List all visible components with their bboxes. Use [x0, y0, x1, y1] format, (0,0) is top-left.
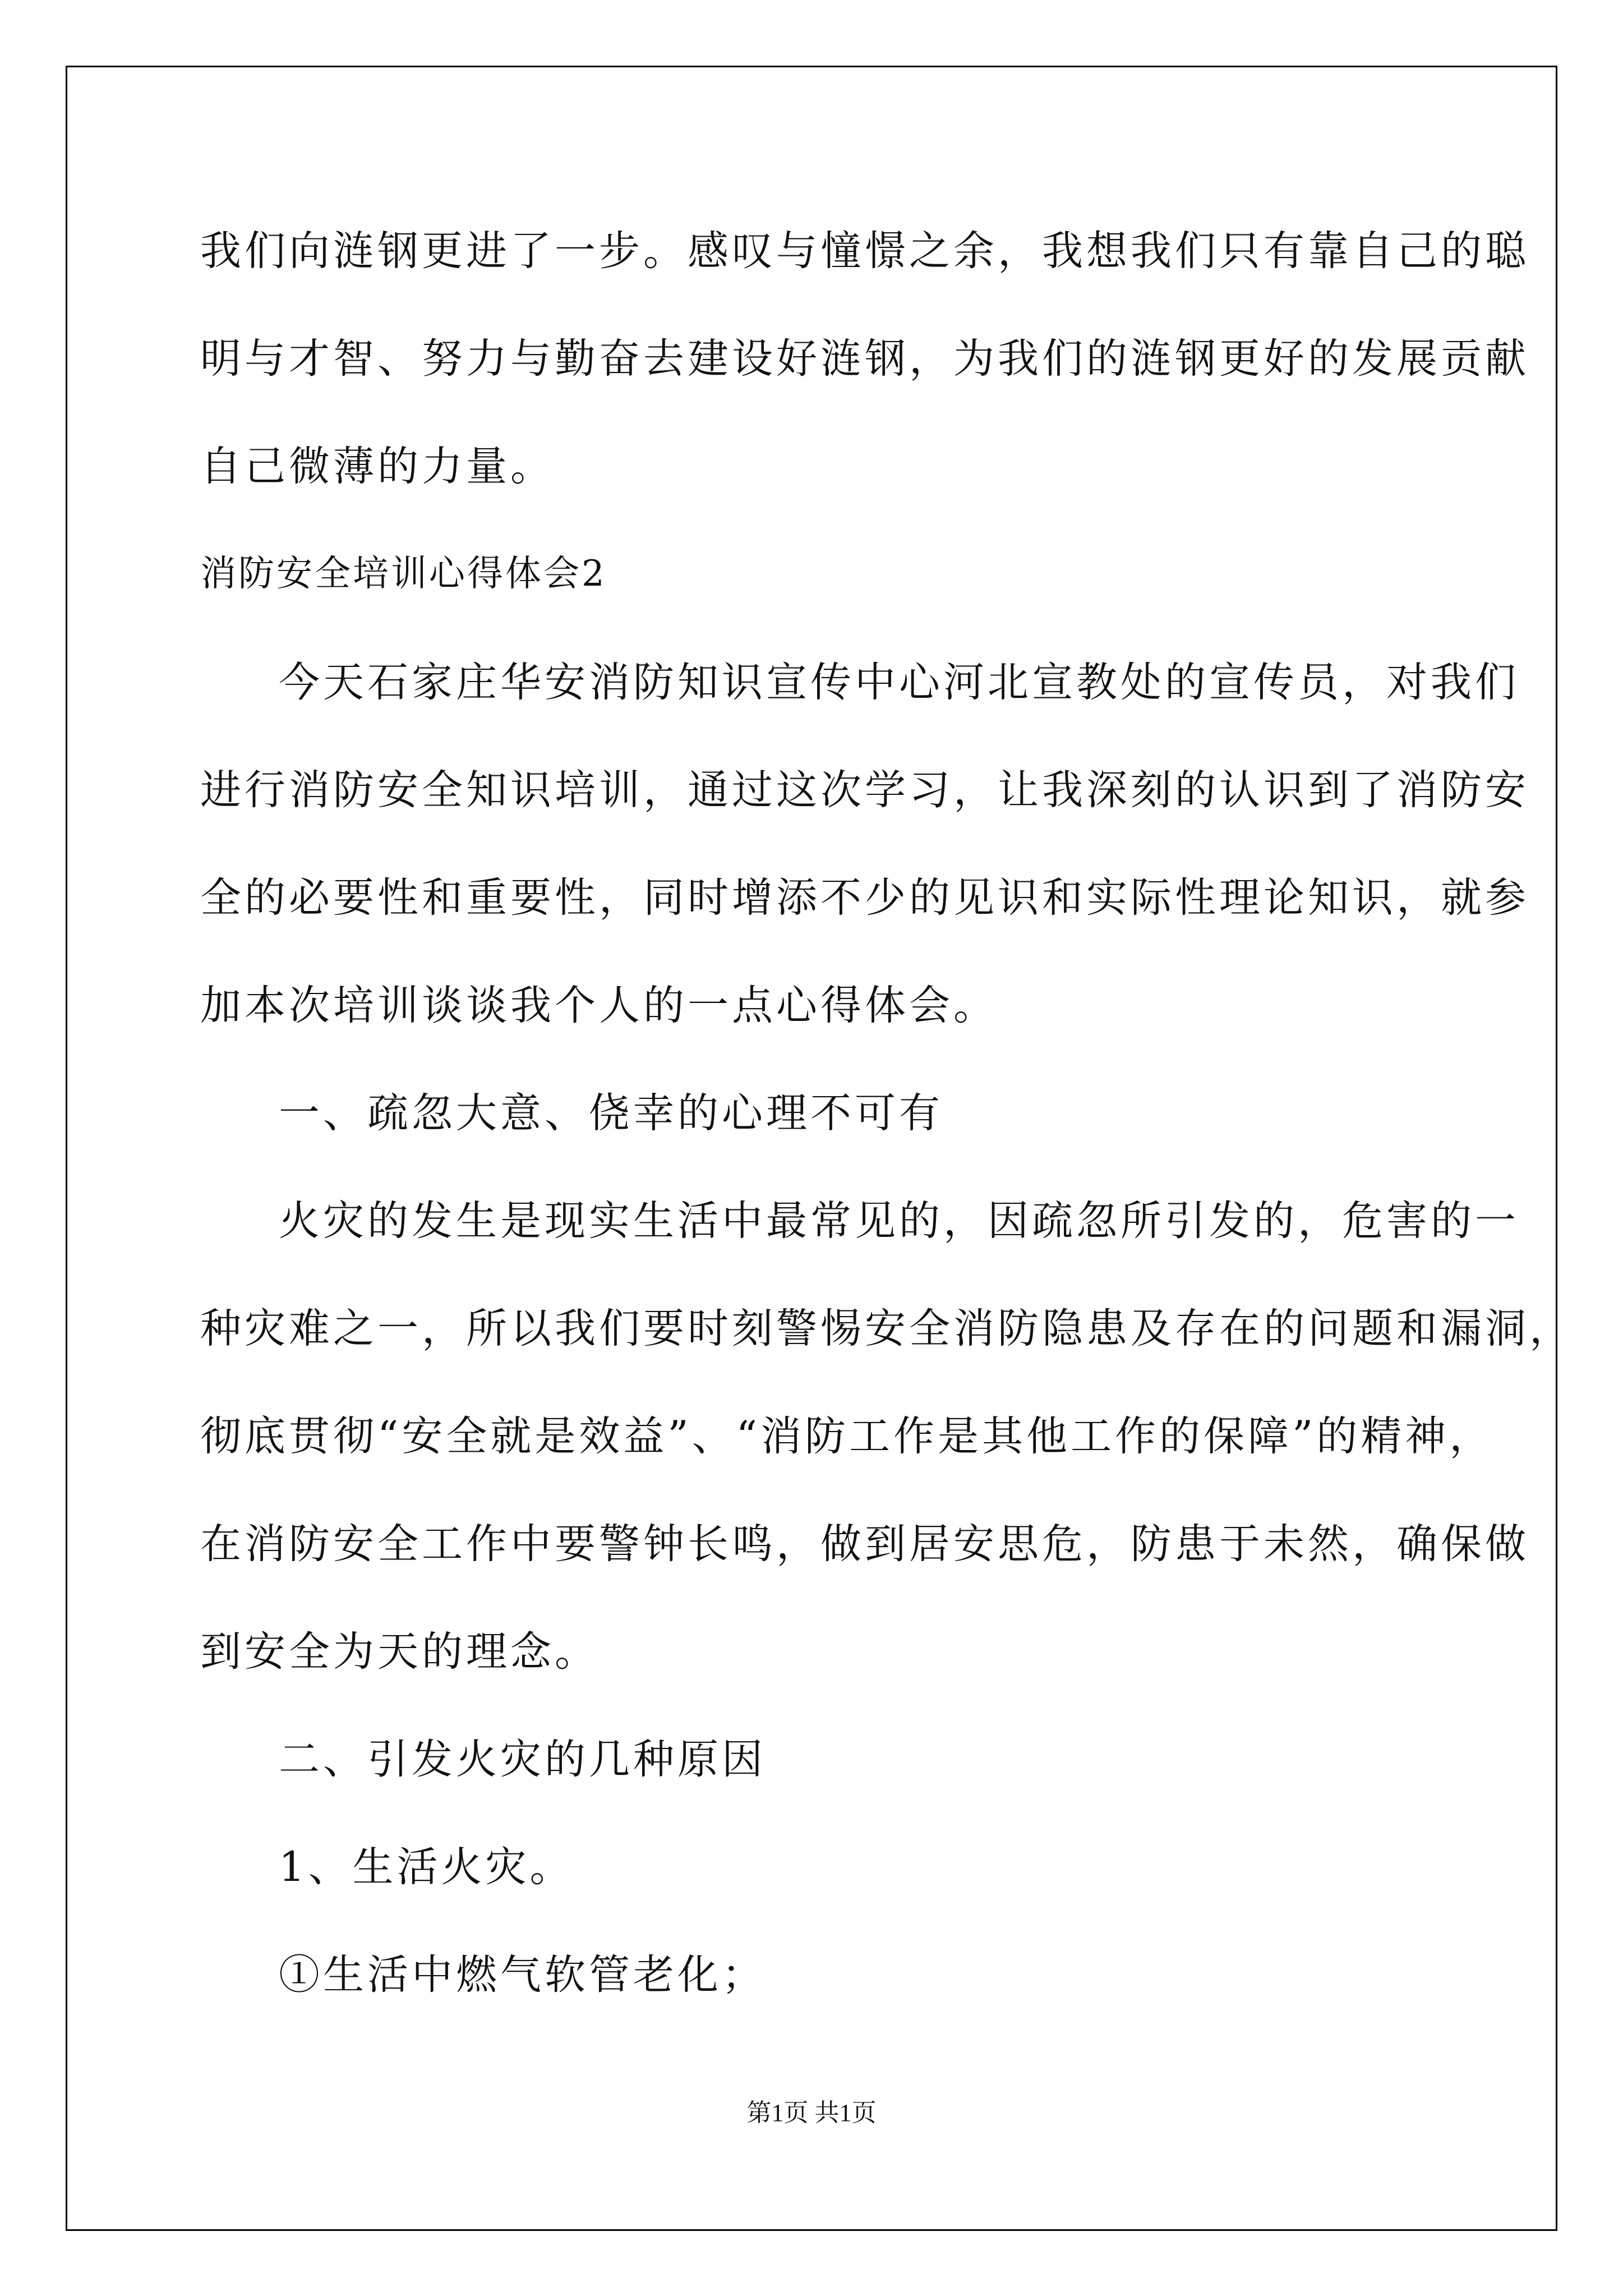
body-text-line: 我们向涟钢更进了一步。感叹与憧憬之余，我想我们只有靠自己的聪	[200, 227, 1529, 275]
body-text-line: 到安全为天的理念。	[200, 1628, 599, 1676]
body-text-line: 种灾难之一，所以我们要时刻警惕安全消防隐患及存在的问题和漏洞，	[200, 1305, 1574, 1352]
list-item: ①生活中燃气软管老化；	[279, 1951, 766, 1999]
body-text-line: 在消防安全工作中要警钟长鸣，做到居安思危，防患于未然，确保做	[200, 1520, 1529, 1568]
body-text-line: 彻底贯彻“安全就是效益”、“消防工作是其他工作的保障”的精神，	[200, 1412, 1494, 1460]
body-text-line: 进行消防安全知识培训，通过这次学习，让我深刻的认识到了消防安	[200, 766, 1529, 814]
body-text-line: 全的必要性和重要性，同时增添不少的见识和实际性理论知识，就参	[200, 874, 1529, 922]
list-item: 1、生活火灾。	[279, 1843, 574, 1891]
body-text-line: 加本次培训谈谈我个人的一点心得体会。	[200, 982, 998, 1029]
body-text-line: 自己微薄的力量。	[200, 443, 555, 490]
page-footer: 第1页 共1页	[746, 2099, 877, 2127]
body-text-line: 明与才智、努力与勤奋去建设好涟钢，为我们的涟钢更好的发展贡献	[200, 335, 1529, 383]
section-title: 消防安全培训心得体会2	[200, 553, 607, 595]
heading-line: 二、引发火灾的几种原因	[279, 1736, 766, 1783]
heading-line: 一、疏忽大意、侥幸的心理不可有	[279, 1089, 943, 1137]
page-border	[66, 66, 1557, 2231]
body-text-line: 今天石家庄华安消防知识宣传中心河北宣教处的宣传员，对我们	[279, 659, 1519, 706]
body-text-line: 火灾的发生是现实生活中最常见的，因疏忽所引发的，危害的一	[279, 1197, 1519, 1245]
